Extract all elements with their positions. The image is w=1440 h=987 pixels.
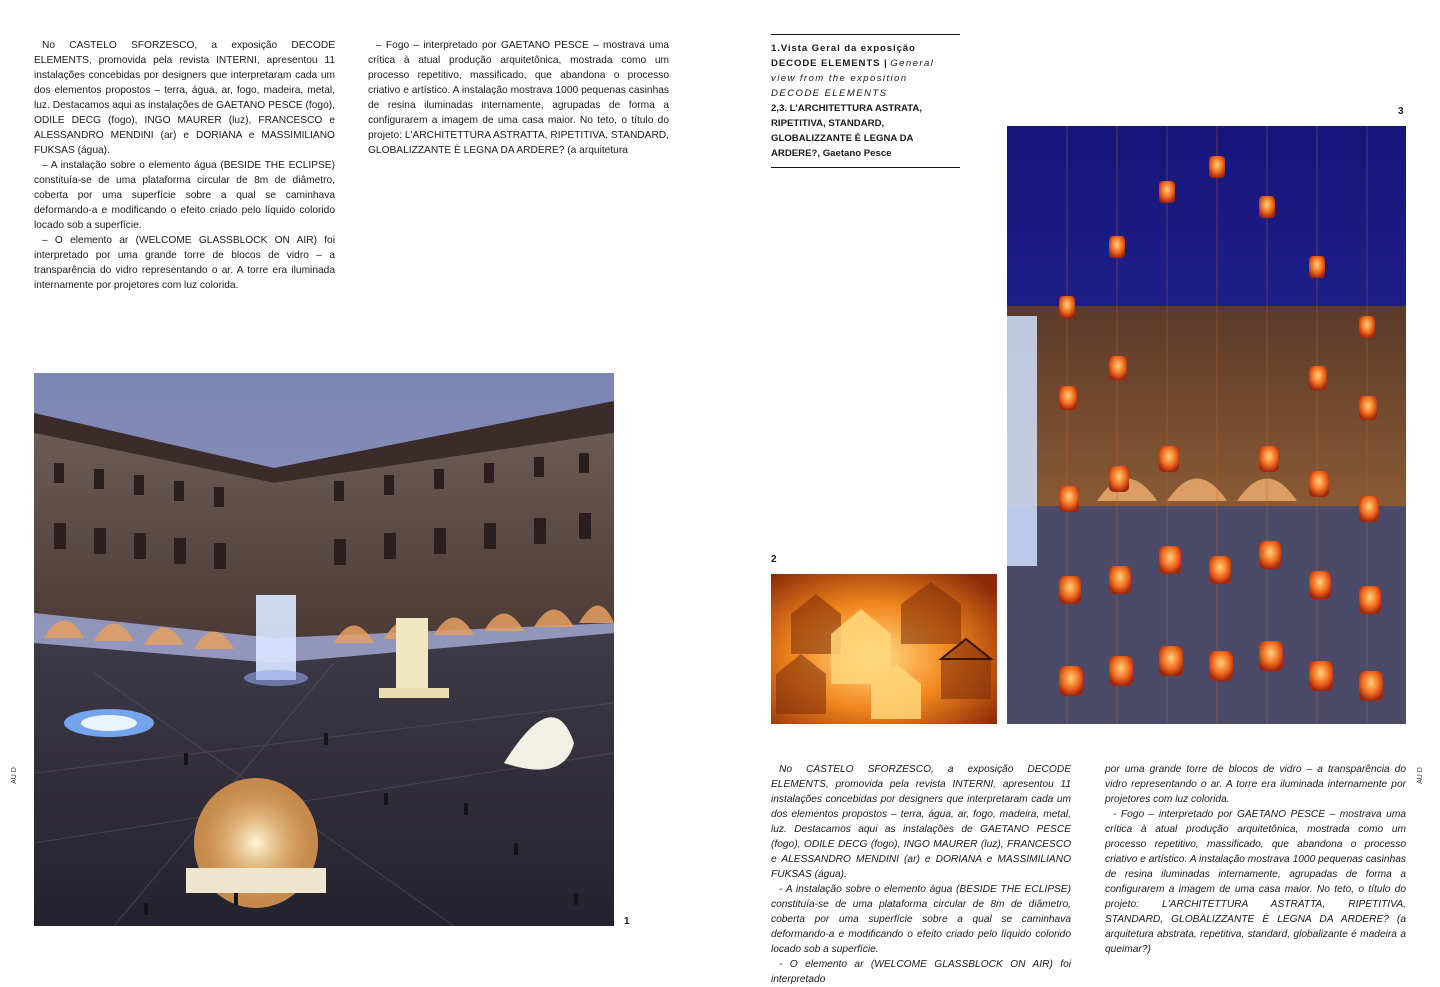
figure-number-3: 3 [1398,106,1404,117]
caption-line-1: 1.Vista Geral da exposição DECODE ELEMENTS | [771,43,916,69]
right-column-1 [771,762,1071,987]
caption-line-3: 2,3. L'ARCHITETTURA ASTRATA, RIPETITIVA, STANDARD, GLOBALIZZANTE È LEGNA DA ARDERE?, Gaetano Pesce [771,103,922,159]
photo-lanterns-courtyard [1007,126,1406,724]
right-column-2 [1105,762,1406,957]
figure-number-2: 2 [771,554,777,565]
figure-number-1: 1 [624,916,630,927]
courtyard-illustration [34,373,614,926]
paragraph: – Fogo – interpretado por GAETANO PESCE – mostrava uma crítica à atual produção arquitetônica, mostrada como um processo repetitivo, massificado, que abandona o processo criativo e artístico. A instalação mostrava 1000 pequenas casinhas de resina iluminadas internamente, agrupadas de forma a configurarem a imagem de uma casa maior. No teto, o título do projeto: L'ARCHITETTURA ASTRATTA, RIPETITIVA, STANDARD, GLOBALIZZANTE È LEGNA DA ARDERE? (a arquitetura [368,40,669,156]
side-logo-right: AU D [1416,767,1424,784]
paragraph: - O elemento ar (WELCOME GLASSBLOCK ON AIR) foi interpretado [771,959,1071,985]
photo-courtyard [34,373,614,926]
caption-block [771,34,960,168]
paragraph: - A instalação sobre o elemento água (BESIDE THE ECLIPSE) constituía-se de uma plataforma circular de 8m de diâmetro, coberta por uma superfície sobre a qual se caminhava deformando-a e modificando o efeito criado pelo líquido colorido locado sob a superfície. [771,884,1071,955]
paragraph: No CASTELO SFORZESCO, a exposição DECODE ELEMENTS, promovida pela revista INTERNI, apresentou 11 instalações concebidas por designers que interpretaram cada um dos elementos propostos – terra, água, ar, fogo, madeira, metal, luz. Destacamos aqui as instalações de GAETANO PESCE (fogo), ODILE DECG (fogo), INGO MAURER (luz), FRANCESCO e ALESSANDRO MENDINI (ar) e DORIANA e MASSIMILIANO FUKSAS (água). [34,40,335,156]
paragraph: por uma grande torre de blocos de vidro – a transparência do vidro representando o ar. A torre era iluminada internamente por projetores com luz colorida. [1105,764,1406,805]
paragraph: No CASTELO SFORZESCO, a exposição DECODE ELEMENTS, promovida pela revista INTERNI, apresentou 11 instalações concebidas por designers que interpretaram cada um dos elementos propostos – terra, água, ar, fogo, madeira, metal, luz. Destacamos aqui as instalações de GAETANO PESCE (fogo), ODILE DECG (fogo), INGO MAURER (luz), FRANCESCO e ALESSANDRO MENDINI (ar) e DORIANA e MASSIMILIANO FUKSAS (água). [771,764,1071,880]
paragraph: – O elemento ar (WELCOME GLASSBLOCK ON AIR) foi interpretado por uma grande torre de blocos de vidro – a transparência do vidro representando o ar. A torre era iluminada internamente por projetores com luz colorida. [34,235,335,291]
left-column-1 [34,38,335,293]
lantern-courtyard-illustration [1007,126,1406,724]
caption-line-2: General view from the exposition DECODE ELEMENTS [771,58,935,99]
lantern-closeup-illustration [771,574,997,724]
paragraph: – A instalação sobre o elemento água (BESIDE THE ECLIPSE) constituía-se de uma plataforma circular de 8m de diâmetro, coberta por uma superfície sobre a qual se caminhava deformando-a e modificando o efeito criado pelo líquido colorido locado sob a superfície. [34,160,335,231]
photo-lantern-houses-closeup [771,574,997,724]
paragraph: - Fogo – interpretado por GAETANO PESCE – mostrava uma crítica à atual produção arquitetônica, mostrada como um processo repetitivo, massificado, que abandona o processo criativo e artístico. A instalação mostrava 1000 pequenas casinhas de resina iluminadas internamente, agrupadas de forma a configurarem a imagem de uma casa maior. No teto, o título do projeto: L'ARCHITETTURA ASTRATTA, RIPETITIVA, STANDARD, GLOBALIZZANTE È LEGNA DA ARDERE? (a arquitetura abstrata, repetitiva, standard, globalizante é madeira a queimar?) [1105,809,1406,955]
side-logo: AU D [10,767,18,784]
left-column-2 [368,38,669,158]
